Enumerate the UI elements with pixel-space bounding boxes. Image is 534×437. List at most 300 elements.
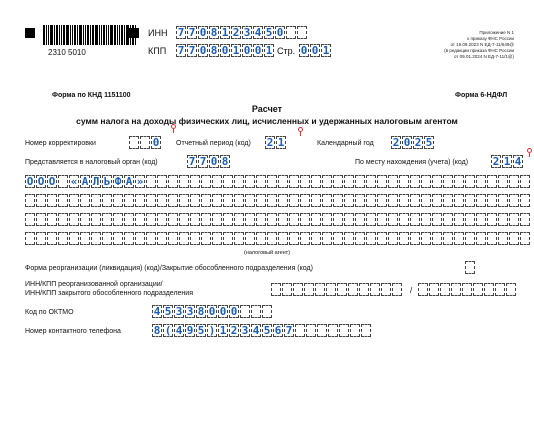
char-cell <box>223 194 233 207</box>
char-cell <box>267 194 277 207</box>
char-cell <box>286 26 296 39</box>
char-cell <box>256 194 266 207</box>
char-cell <box>454 175 464 188</box>
barcode-bar <box>132 25 134 45</box>
barcode-bar <box>70 25 71 45</box>
char-cell <box>80 194 90 207</box>
char-cell <box>520 175 530 188</box>
char-cell: 5 <box>164 305 172 318</box>
char-cell <box>271 283 281 296</box>
char-cell <box>58 194 68 207</box>
barcode-bar <box>56 25 58 45</box>
char-cell <box>322 194 332 207</box>
oktmo-cells[interactable] <box>152 305 273 318</box>
char-cell <box>322 213 332 226</box>
char-cell <box>388 232 398 245</box>
char-cell: ) <box>208 324 216 337</box>
agent-caption: (налоговый агент) <box>243 250 291 256</box>
tax-authority-label: Представляется в налоговый орган (код) <box>25 159 158 166</box>
barcode-bar <box>103 25 105 45</box>
agent-name-row-4[interactable] <box>25 232 531 245</box>
char-cell: 4 <box>175 324 183 337</box>
char-cell: 0 <box>221 44 229 57</box>
reorg-kpp-cells[interactable] <box>418 283 517 296</box>
char-cell <box>289 213 299 226</box>
char-cell: 0 <box>276 26 284 39</box>
char-cell: 5 <box>425 136 433 149</box>
char-cell <box>102 213 112 226</box>
char-cell <box>495 283 505 296</box>
char-cell <box>509 232 519 245</box>
char-cell <box>344 213 354 226</box>
barcode-bar <box>101 25 102 45</box>
char-cell: 7 <box>188 26 196 39</box>
char-cell <box>476 175 486 188</box>
char-cell <box>240 305 250 318</box>
char-cell <box>465 261 475 274</box>
char-cell: 8 <box>210 26 218 39</box>
char-cell <box>377 194 387 207</box>
char-cell <box>344 175 354 188</box>
char-cell <box>421 232 431 245</box>
char-cell <box>487 194 497 207</box>
char-cell: 5 <box>197 324 205 337</box>
barcode-bar <box>85 25 86 45</box>
char-cell: Ь <box>103 175 111 188</box>
char-cell <box>311 232 321 245</box>
page-cells[interactable] <box>299 44 332 57</box>
char-cell: 0 <box>230 305 238 318</box>
char-cell <box>179 232 189 245</box>
char-cell <box>366 232 376 245</box>
char-cell: 7 <box>199 155 207 168</box>
char-cell <box>25 232 35 245</box>
char-cell <box>359 283 369 296</box>
char-cell <box>140 136 150 149</box>
char-cell <box>267 175 277 188</box>
char-cell <box>179 194 189 207</box>
char-cell: 2 <box>492 155 500 168</box>
char-cell: 0 <box>219 305 227 318</box>
char-cell <box>69 232 79 245</box>
char-cell <box>443 232 453 245</box>
pin-marker <box>171 124 176 129</box>
char-cell <box>168 175 178 188</box>
barcode-bar <box>83 25 84 45</box>
char-cell <box>432 213 442 226</box>
kpp-label: КПП <box>148 46 167 56</box>
char-cell <box>443 175 453 188</box>
char-cell <box>418 283 428 296</box>
char-cell <box>251 305 261 318</box>
char-cell: О <box>48 175 56 188</box>
char-cell <box>190 175 200 188</box>
char-cell <box>157 213 167 226</box>
char-cell <box>168 194 178 207</box>
char-cell: 0 <box>300 44 308 57</box>
char-cell <box>245 175 255 188</box>
char-cell <box>348 283 358 296</box>
char-cell: О <box>37 175 45 188</box>
char-cell <box>388 175 398 188</box>
char-cell <box>267 232 277 245</box>
char-cell: 8 <box>197 305 205 318</box>
char-cell: 1 <box>503 155 511 168</box>
char-cell <box>267 213 277 226</box>
barcode-bar <box>119 25 120 45</box>
char-cell: 1 <box>232 44 240 57</box>
char-cell <box>245 232 255 245</box>
char-cell <box>190 232 200 245</box>
char-cell: 8 <box>210 44 218 57</box>
reorg-inn-cells[interactable] <box>271 283 403 296</box>
barcode-bar <box>121 25 123 45</box>
barcode-bar <box>126 25 129 45</box>
char-cell <box>410 175 420 188</box>
pin-marker <box>527 148 532 153</box>
barcode-bar <box>108 25 109 45</box>
agent-name-row-1[interactable] <box>25 175 531 188</box>
char-cell <box>306 324 316 337</box>
tax-authority-cells[interactable] <box>187 155 231 168</box>
char-cell: 1 <box>277 136 285 149</box>
barcode-bar <box>87 25 89 45</box>
char-cell <box>223 232 233 245</box>
agent-name-row-2[interactable] <box>25 194 531 207</box>
char-cell <box>47 194 57 207</box>
char-cell: 7 <box>177 26 185 39</box>
char-cell <box>80 232 90 245</box>
inn-label: ИНН <box>148 28 168 38</box>
char-cell <box>157 194 167 207</box>
char-cell <box>157 232 167 245</box>
char-cell <box>58 213 68 226</box>
char-cell <box>377 232 387 245</box>
char-cell: 1 <box>221 26 229 39</box>
barcode-bar <box>48 25 49 45</box>
char-cell <box>432 232 442 245</box>
barcode <box>43 25 137 45</box>
char-cell <box>201 175 211 188</box>
char-cell <box>212 175 222 188</box>
char-cell <box>289 175 299 188</box>
char-cell <box>361 324 371 337</box>
char-cell <box>410 194 420 207</box>
char-cell <box>366 194 376 207</box>
char-cell <box>399 175 409 188</box>
char-cell <box>399 194 409 207</box>
char-cell <box>333 194 343 207</box>
char-cell <box>256 213 266 226</box>
char-cell: 3 <box>186 305 194 318</box>
char-cell: 4 <box>153 305 161 318</box>
char-cell <box>36 194 46 207</box>
barcode-bar <box>99 25 100 45</box>
char-cell <box>350 324 360 337</box>
location-label: По месту нахождения (учета) (код) <box>355 159 469 166</box>
char-cell <box>168 232 178 245</box>
char-cell: 0 <box>311 44 319 57</box>
char-cell: 3 <box>175 305 183 318</box>
char-cell <box>69 194 79 207</box>
barcode-bar <box>59 25 60 45</box>
char-cell <box>333 213 343 226</box>
char-cell <box>322 232 332 245</box>
char-cell <box>190 213 200 226</box>
char-cell <box>454 194 464 207</box>
location-cells[interactable] <box>491 155 524 168</box>
char-cell: 4 <box>252 324 260 337</box>
barcode-bar <box>90 25 91 45</box>
char-cell <box>36 232 46 245</box>
char-cell <box>399 232 409 245</box>
char-cell <box>135 232 145 245</box>
char-cell <box>293 283 303 296</box>
char-cell: 4 <box>254 26 262 39</box>
char-cell: 6 <box>274 324 282 337</box>
char-cell: 8 <box>221 155 229 168</box>
char-cell: Л <box>92 175 100 188</box>
char-cell <box>113 213 123 226</box>
form-subtitle: сумм налога на доходы физических лиц, исчисленных и удержанных налоговым агентом <box>76 116 458 126</box>
char-cell: 8 <box>153 324 161 337</box>
char-cell <box>421 213 431 226</box>
char-cell <box>124 194 134 207</box>
char-cell <box>201 232 211 245</box>
char-cell: 0 <box>254 44 262 57</box>
barcode-bar <box>95 25 98 45</box>
char-cell <box>388 213 398 226</box>
char-cell <box>451 283 461 296</box>
agent-name-row-3[interactable] <box>25 213 531 226</box>
char-cell <box>476 232 486 245</box>
char-cell <box>344 232 354 245</box>
char-cell <box>146 175 156 188</box>
barcode-bar <box>72 25 73 45</box>
char-cell <box>410 232 420 245</box>
char-cell <box>388 194 398 207</box>
char-cell <box>157 175 167 188</box>
char-cell <box>392 283 402 296</box>
char-cell <box>278 175 288 188</box>
char-cell <box>344 194 354 207</box>
char-cell <box>289 232 299 245</box>
char-cell <box>377 213 387 226</box>
char-cell <box>506 283 516 296</box>
char-cell <box>432 175 442 188</box>
char-cell <box>487 232 497 245</box>
char-cell <box>201 194 211 207</box>
reorg-label: Форма реорганизации (ликвидация) (код)/Закрытие обособленного подразделения (код) <box>25 265 313 272</box>
barcode-bar <box>117 25 118 45</box>
char-cell <box>179 213 189 226</box>
page-label: Стр. <box>277 46 296 56</box>
reorg-cells[interactable] <box>465 261 476 274</box>
char-cell <box>520 213 530 226</box>
char-cell <box>304 283 314 296</box>
char-cell <box>223 213 233 226</box>
barcode-bar <box>74 25 76 45</box>
char-cell <box>129 136 139 149</box>
char-cell <box>454 213 464 226</box>
char-cell <box>91 232 101 245</box>
char-cell <box>355 213 365 226</box>
char-cell <box>262 305 272 318</box>
barcode-bar <box>135 25 136 45</box>
char-cell <box>297 26 307 39</box>
char-cell <box>47 213 57 226</box>
char-cell <box>326 283 336 296</box>
char-cell <box>36 213 46 226</box>
phone-label: Номер контактного телефона <box>25 328 121 335</box>
char-cell <box>58 232 68 245</box>
barcode-bar <box>92 25 94 45</box>
char-cell: 0 <box>210 155 218 168</box>
char-cell <box>355 194 365 207</box>
char-cell <box>509 194 519 207</box>
char-cell <box>58 175 68 188</box>
char-cell <box>146 194 156 207</box>
char-cell <box>124 213 134 226</box>
char-cell: 0 <box>243 44 251 57</box>
char-cell <box>520 232 530 245</box>
barcode-bar <box>50 25 53 45</box>
char-cell: 4 <box>514 155 522 168</box>
char-cell <box>487 213 497 226</box>
char-cell: 2 <box>230 324 238 337</box>
char-cell <box>102 232 112 245</box>
char-cell <box>370 283 380 296</box>
barcode-bar <box>63 25 65 45</box>
barcode-bar <box>61 25 62 45</box>
char-cell <box>146 232 156 245</box>
char-cell <box>69 213 79 226</box>
char-cell <box>146 213 156 226</box>
char-cell <box>432 194 442 207</box>
phone-cells[interactable] <box>152 324 372 337</box>
form-name: Форма 6-НДФЛ <box>455 92 508 99</box>
kpp-cells[interactable] <box>176 44 275 57</box>
char-cell <box>484 283 494 296</box>
correction-cells[interactable] <box>129 136 162 149</box>
char-cell <box>179 175 189 188</box>
char-cell <box>465 194 475 207</box>
pin-marker <box>298 127 303 132</box>
char-cell <box>311 175 321 188</box>
char-cell: « <box>70 175 78 188</box>
char-cell <box>337 283 347 296</box>
char-cell: 0 <box>208 305 216 318</box>
char-cell <box>333 175 343 188</box>
char-cell <box>245 213 255 226</box>
char-cell: 1 <box>322 44 330 57</box>
char-cell <box>328 324 338 337</box>
char-cell <box>278 194 288 207</box>
char-cell: 2 <box>392 136 400 149</box>
char-cell <box>282 283 292 296</box>
char-cell <box>443 194 453 207</box>
char-cell: 3 <box>241 324 249 337</box>
char-cell <box>256 232 266 245</box>
char-cell: 0 <box>152 136 160 149</box>
char-cell: 1 <box>219 324 227 337</box>
year-label: Календарный год <box>317 140 374 147</box>
char-cell <box>289 194 299 207</box>
period-cells[interactable] <box>265 136 287 149</box>
char-cell <box>234 213 244 226</box>
barcode-bar <box>77 25 78 45</box>
char-cell: 7 <box>285 324 293 337</box>
char-cell <box>377 175 387 188</box>
char-cell <box>311 213 321 226</box>
char-cell <box>315 283 325 296</box>
char-cell <box>113 232 123 245</box>
barcode-bar <box>46 25 47 45</box>
char-cell: 7 <box>177 44 185 57</box>
char-cell: 5 <box>263 324 271 337</box>
barcode-bar <box>43 25 45 45</box>
barcode-bar <box>79 25 82 45</box>
char-cell: 7 <box>188 44 196 57</box>
char-cell <box>366 175 376 188</box>
char-cell: 3 <box>243 26 251 39</box>
char-cell <box>421 194 431 207</box>
char-cell <box>201 213 211 226</box>
char-cell: 0 <box>403 136 411 149</box>
char-cell <box>80 213 90 226</box>
reorg-inn-label-2: ИНН/КПП закрытого обособленного подразделения <box>25 290 193 297</box>
char-cell <box>520 194 530 207</box>
char-cell <box>355 175 365 188</box>
char-cell <box>234 194 244 207</box>
char-cell <box>25 194 35 207</box>
char-cell <box>399 213 409 226</box>
char-cell: 1 <box>265 44 273 57</box>
char-cell <box>47 232 57 245</box>
char-cell <box>124 232 134 245</box>
char-cell <box>278 232 288 245</box>
char-cell <box>498 232 508 245</box>
char-cell <box>102 194 112 207</box>
char-cell <box>498 213 508 226</box>
char-cell <box>473 283 483 296</box>
char-cell <box>339 324 349 337</box>
char-cell <box>454 232 464 245</box>
char-cell <box>212 232 222 245</box>
barcode-bar <box>54 25 55 45</box>
inn-cells[interactable] <box>176 26 308 39</box>
reorg-inn-label-1: ИНН/КПП реорганизованной организации/ <box>25 281 163 288</box>
char-cell <box>91 194 101 207</box>
char-cell <box>135 213 145 226</box>
char-cell <box>300 232 310 245</box>
char-cell: А <box>81 175 89 188</box>
char-cell <box>355 232 365 245</box>
char-cell: 0 <box>199 44 207 57</box>
char-cell <box>509 213 519 226</box>
char-cell <box>311 194 321 207</box>
char-cell <box>476 194 486 207</box>
char-cell: 2 <box>266 136 274 149</box>
registration-marker-left <box>25 28 35 38</box>
char-cell <box>465 232 475 245</box>
char-cell <box>135 194 145 207</box>
char-cell <box>212 213 222 226</box>
form-title: Расчет <box>251 104 283 114</box>
reorg-slash: / <box>410 286 413 295</box>
year-cells[interactable] <box>391 136 435 149</box>
barcode-bar <box>130 25 131 45</box>
